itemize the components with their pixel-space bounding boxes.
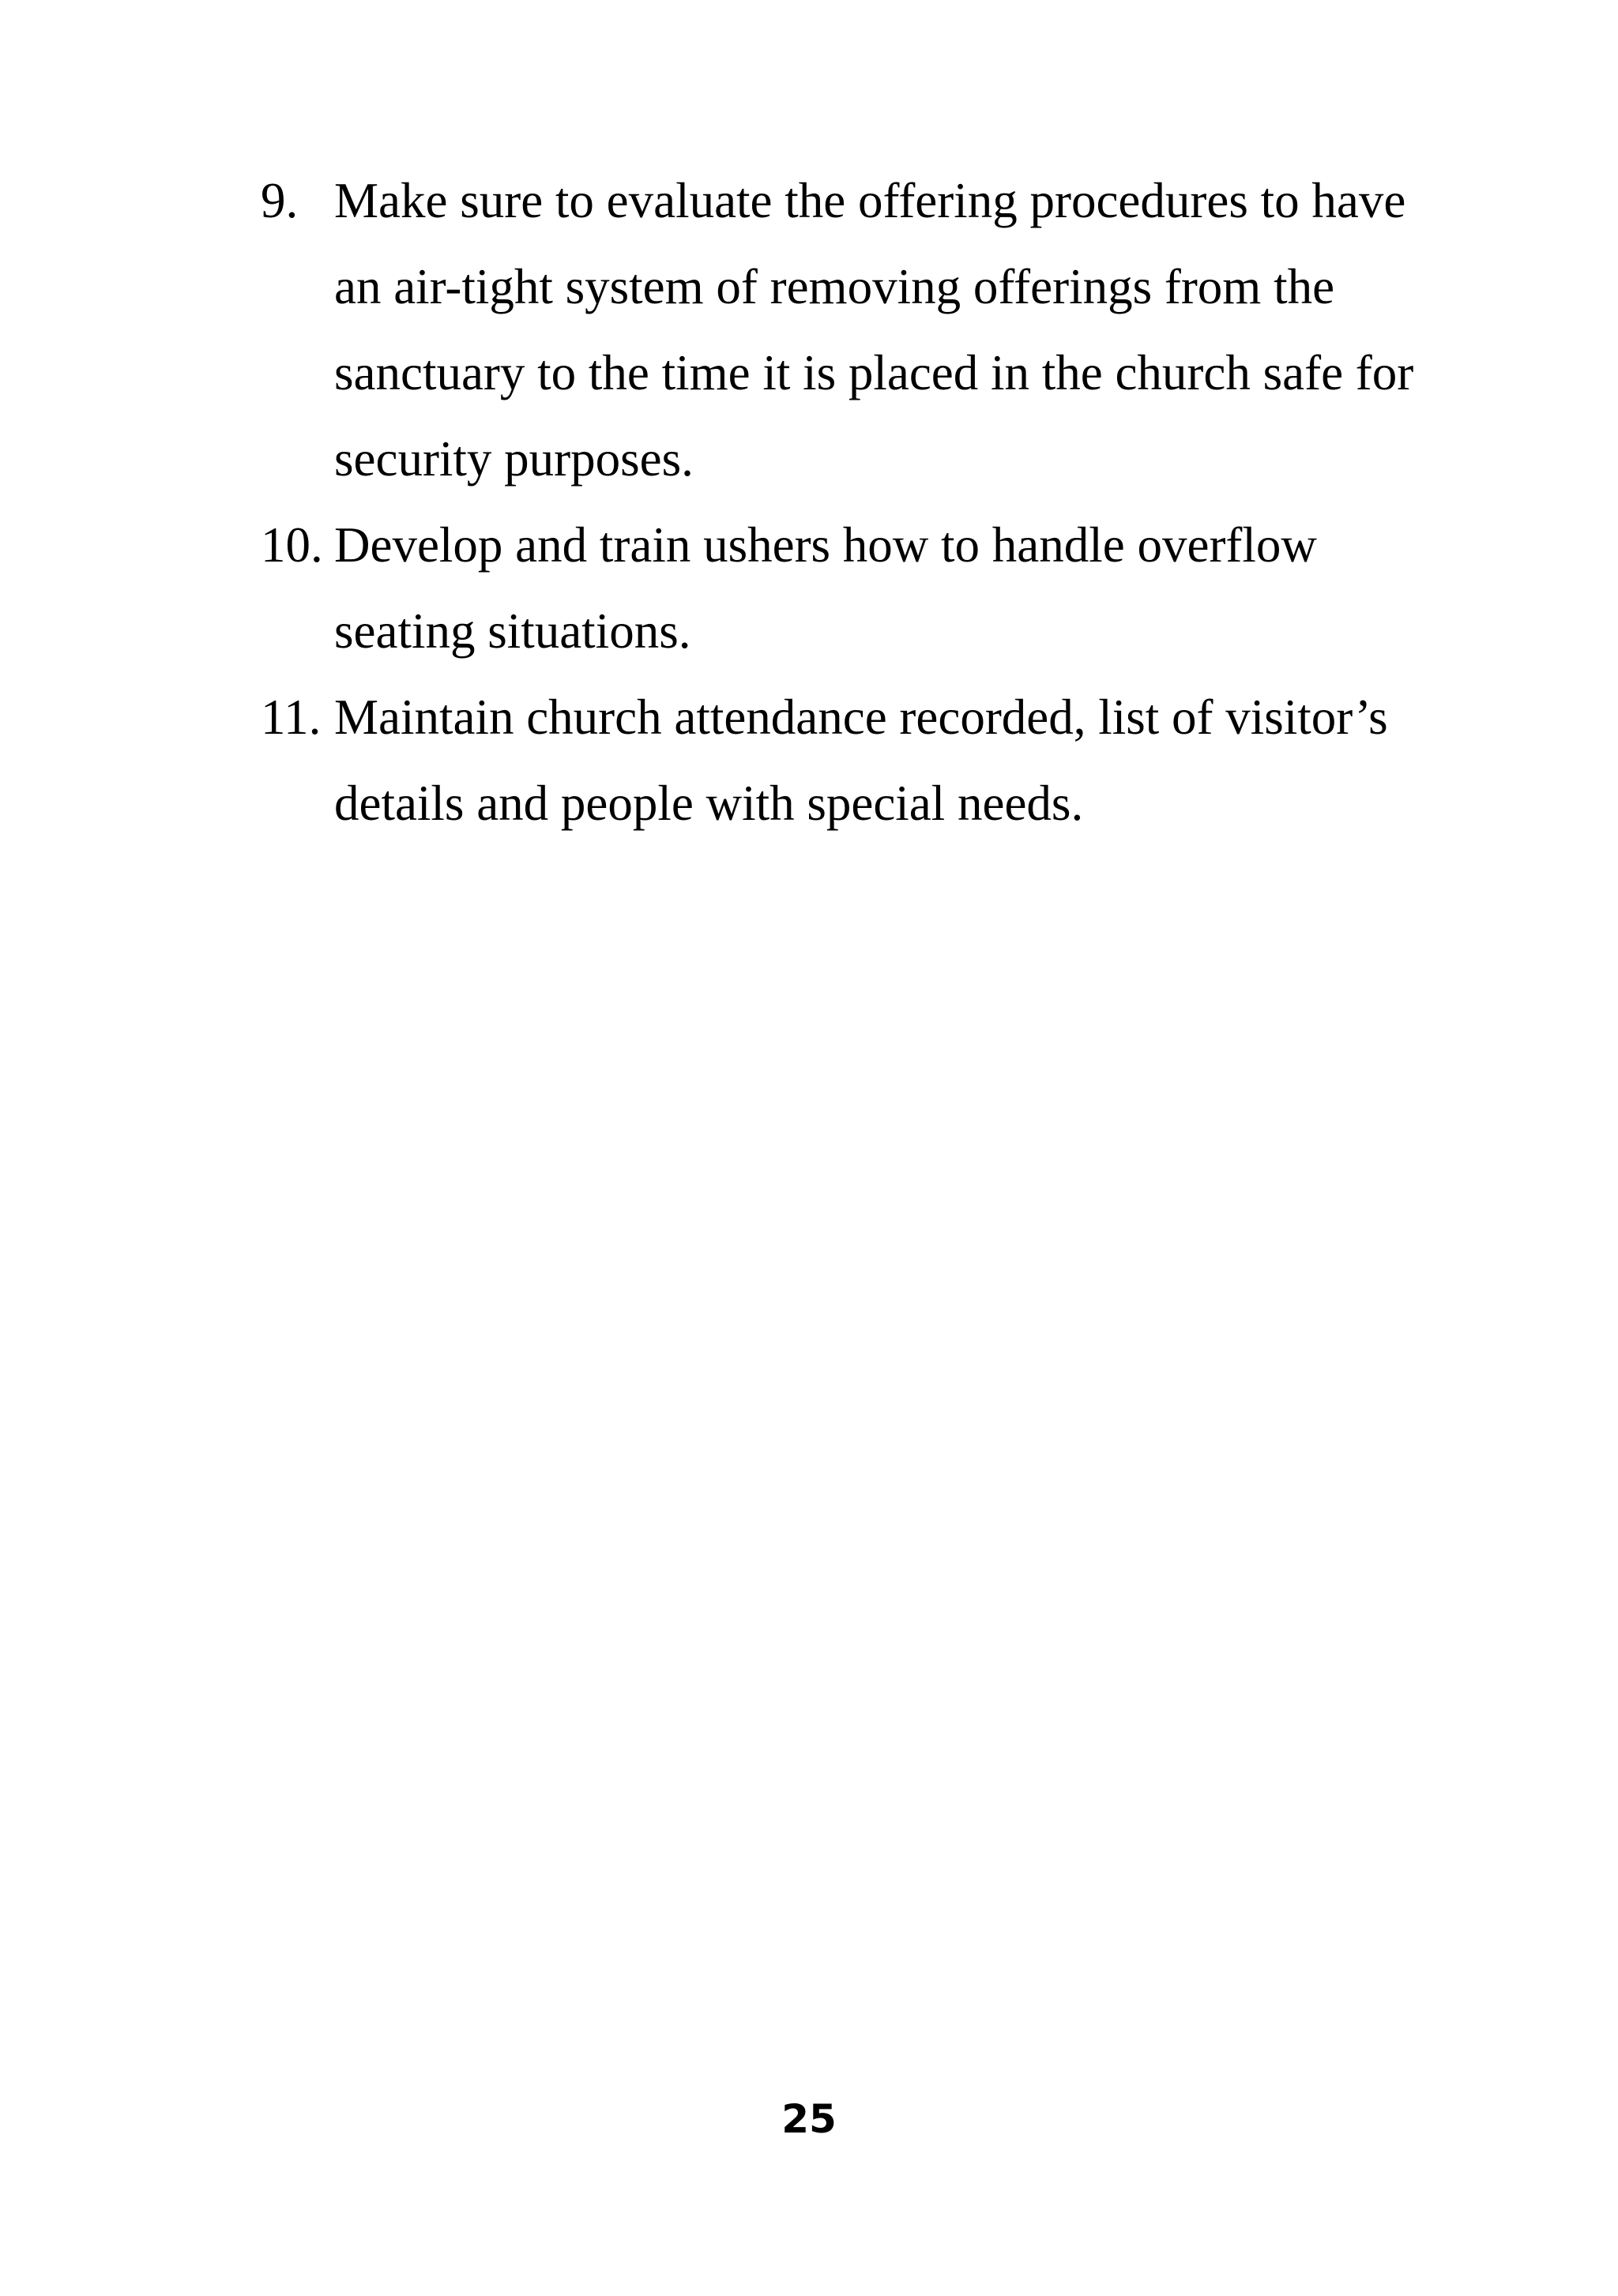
list-item-number: 9. <box>261 173 299 228</box>
list-item-line: Develop and train ushers how to handle overflow <box>334 517 1317 573</box>
list-item <box>261 675 1446 847</box>
list-item-text <box>334 675 1446 847</box>
numbered-list <box>261 158 1446 847</box>
list-item-text <box>334 158 1446 502</box>
page-number: 25 <box>781 2096 837 2142</box>
list-item-number: 10. <box>261 517 323 573</box>
list-item-number: 11. <box>261 690 322 745</box>
list-item-line: an air-tight system of removing offerings from the <box>334 259 1335 314</box>
list-item-line: Maintain church attendance recorded, list of visitor’s <box>334 690 1388 745</box>
list-item-line: details and people with special needs. <box>334 776 1084 831</box>
list-item <box>261 158 1446 502</box>
list-item <box>261 502 1446 675</box>
list-item-text <box>334 502 1446 675</box>
list-item-line: sanctuary to the time it is placed in the church safe for <box>334 345 1414 400</box>
list-item-line: Make sure to evaluate the offering procedures to have <box>334 173 1406 228</box>
list-item-line: seating situations. <box>334 603 691 659</box>
list-item-line: security purposes. <box>334 431 694 487</box>
